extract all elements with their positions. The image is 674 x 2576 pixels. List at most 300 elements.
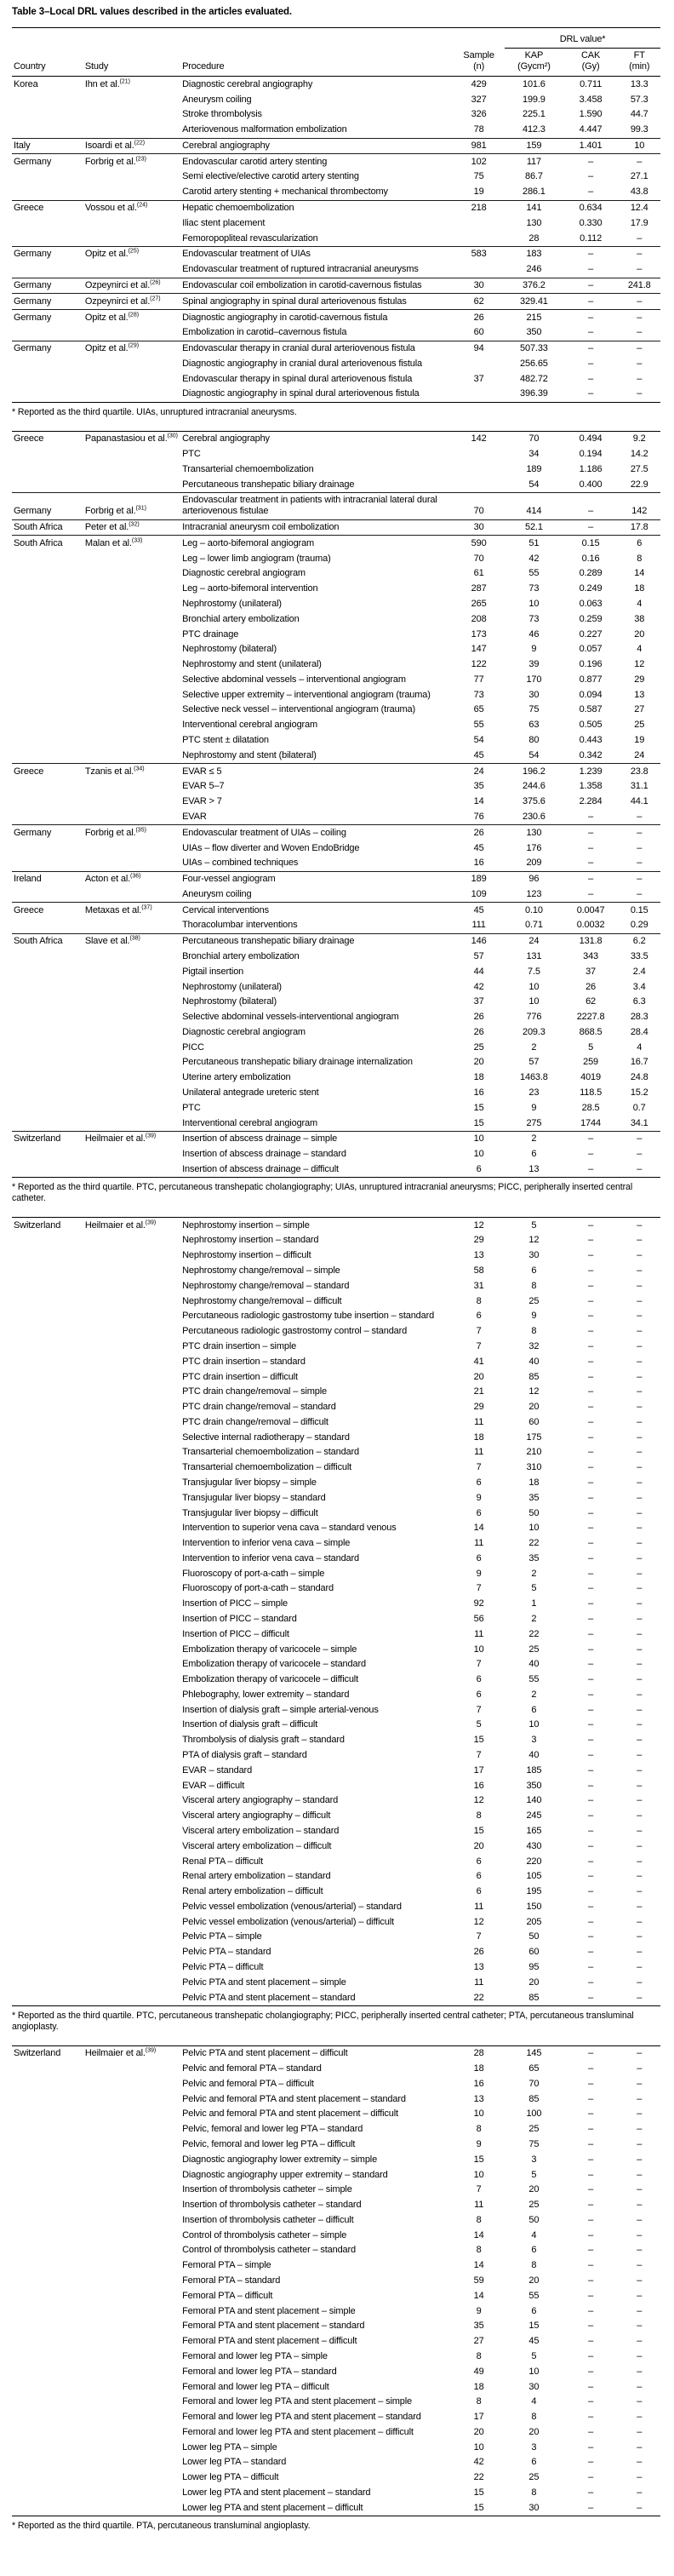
- cak-cell: –: [588, 888, 594, 899]
- study-group: [12, 536, 660, 764]
- study-name: Forbrig et al.: [84, 506, 136, 517]
- ft-cell: 44.1: [630, 796, 648, 807]
- country-cell: [12, 642, 83, 657]
- sample-cell: 189: [471, 874, 487, 885]
- procedure-cell: Diagnostic angiography in cranial dural arteriovenous fistula: [182, 358, 423, 369]
- cak-cell: –: [588, 2139, 594, 2149]
- study-cell: [83, 431, 180, 446]
- cak-cell: –: [588, 2093, 594, 2104]
- ft-cell: 15.2: [630, 1087, 648, 1098]
- cak-cell: 0.0047: [576, 904, 605, 915]
- ft-cell: 2.4: [632, 966, 646, 977]
- ft-cell: –: [637, 2275, 643, 2286]
- country-cell: [12, 2274, 83, 2289]
- ft-cell: –: [637, 327, 643, 338]
- ft-cell: –: [637, 2305, 643, 2316]
- table-row: [12, 1309, 660, 1324]
- study-cell: [83, 1070, 180, 1086]
- kap-cell: 22: [528, 1628, 540, 1639]
- procedure-cell: Diagnostic angiography in carotid-cavernous fistula: [182, 312, 388, 323]
- header-study: Study: [84, 61, 109, 72]
- kap-cell: 40: [528, 1356, 540, 1367]
- cak-cell: –: [588, 874, 594, 885]
- country-cell: [12, 1476, 83, 1491]
- country-cell: [12, 1385, 83, 1400]
- table-row: [12, 764, 660, 779]
- ft-cell: 27.5: [630, 463, 648, 474]
- sample-cell: [453, 387, 505, 402]
- study-reference-number: (26): [150, 279, 161, 286]
- sample-cell: 13: [473, 1250, 484, 1261]
- procedure-cell: Intervention to inferior vena cava – standard: [182, 1552, 359, 1563]
- table-row: [12, 1324, 660, 1340]
- country-cell: South Africa: [14, 522, 63, 533]
- ft-cell: –: [637, 2487, 643, 2498]
- country-cell: [12, 1839, 83, 1854]
- table-row: [12, 2045, 660, 2061]
- country-cell: Greece: [14, 904, 44, 915]
- table-row: [12, 1778, 660, 1793]
- footnote-section: [12, 402, 660, 431]
- country-cell: [12, 718, 83, 733]
- country-cell: Greece: [14, 203, 44, 214]
- procedure-cell: Nephrostomy (unilateral): [182, 599, 282, 609]
- study-cell: [83, 718, 180, 733]
- table-row: [12, 1869, 660, 1885]
- ft-cell: –: [637, 2426, 643, 2437]
- table-title-label: Table 3: [12, 7, 45, 17]
- sample-cell: 265: [471, 599, 487, 609]
- table-row: [12, 2364, 660, 2379]
- study-cell: [83, 1506, 180, 1521]
- sample-cell: 10: [473, 1644, 484, 1655]
- ft-cell: –: [637, 1704, 643, 1715]
- study-cell: [83, 1324, 180, 1340]
- procedure-cell: Femoral PTA – standard: [182, 2275, 281, 2286]
- study-cell: [83, 231, 180, 246]
- cak-cell: 0.505: [579, 720, 603, 731]
- table-row: [12, 673, 660, 688]
- table-row: [12, 325, 660, 341]
- kap-cell: 70: [528, 2078, 540, 2089]
- study-cell: [83, 2213, 180, 2229]
- country-cell: [12, 1490, 83, 1506]
- cak-cell: 1.590: [579, 109, 603, 120]
- study-group: [12, 492, 660, 519]
- kap-cell: 195: [526, 1886, 542, 1897]
- country-cell: [12, 1400, 83, 1415]
- ft-cell: –: [637, 1840, 643, 1851]
- sample-cell: 70: [473, 506, 484, 517]
- sample-cell: 14: [473, 2290, 484, 2301]
- study-name: Ozpeynirci et al.: [84, 295, 151, 307]
- procedure-cell: Pelvic PTA and stent placement – difficult: [182, 2048, 348, 2059]
- study-cell: [83, 918, 180, 933]
- kap-cell: 30: [528, 2381, 540, 2392]
- ft-cell: 13: [634, 689, 645, 700]
- table-row: [12, 1626, 660, 1642]
- ft-cell: –: [637, 1674, 643, 1685]
- country-cell: [12, 107, 83, 123]
- sample-cell: 31: [473, 1280, 484, 1291]
- cak-cell: –: [588, 1992, 594, 2003]
- study-cell: [83, 356, 180, 371]
- ft-cell: –: [637, 1265, 643, 1277]
- sample-cell: 173: [471, 628, 487, 640]
- sample-cell: 78: [473, 124, 484, 135]
- cak-cell: –: [588, 1265, 594, 1277]
- kap-cell: 196.2: [523, 766, 545, 777]
- cak-cell: –: [588, 2063, 594, 2074]
- ft-cell: –: [637, 874, 643, 885]
- cak-cell: –: [588, 2154, 594, 2165]
- sample-cell: 11: [474, 1901, 484, 1912]
- kap-cell: 15: [528, 2321, 540, 2332]
- ft-cell: 6.3: [632, 996, 646, 1007]
- study-cell: [83, 1340, 180, 1355]
- ft-cell: –: [637, 2063, 643, 2074]
- header-country: Country: [14, 61, 46, 72]
- kap-cell: 73: [528, 583, 540, 594]
- ft-cell: –: [637, 858, 643, 869]
- country-cell: Germany: [14, 343, 52, 354]
- country-cell: [12, 1264, 83, 1279]
- study-cell: [83, 1778, 180, 1793]
- table-row: [12, 2152, 660, 2167]
- kap-cell: 20: [528, 2184, 540, 2195]
- kap-cell: 5: [531, 2169, 537, 2180]
- procedure-cell: EVAR – standard: [182, 1764, 253, 1776]
- sample-cell: 49: [473, 2366, 484, 2377]
- procedure-cell: Insertion of thrombolysis catheter – difficult: [182, 2214, 354, 2225]
- kap-cell: 9: [531, 1311, 537, 1322]
- country-cell: [12, 1975, 83, 1990]
- cak-cell: –: [588, 1598, 594, 1609]
- study-cell: [83, 2274, 180, 2289]
- kap-cell: 9: [531, 1102, 537, 1113]
- study-reference-number: (28): [128, 311, 140, 318]
- sample-cell: 6: [476, 1886, 482, 1897]
- sample-cell: [453, 262, 505, 278]
- table-title-text: –Local DRL values described in the articles evaluated.: [44, 7, 293, 17]
- study-name: Metaxas et al.: [84, 904, 142, 915]
- study-cell: [83, 1162, 180, 1178]
- study-reference-number: (21): [119, 78, 130, 85]
- ft-cell: 25: [634, 720, 645, 731]
- cak-cell: 0.227: [579, 628, 603, 640]
- ft-cell: 4: [637, 644, 643, 655]
- header-kap-line1: KAP: [524, 50, 544, 61]
- procedure-cell: Diagnostic angiography lower extremity – simple: [182, 2154, 378, 2165]
- footnote-text: * Reported as the third quartile. PTC, percutaneous transhepatic cholangiography; PICC, peripherally inserted central catheter; PTA, percutaneous transluminal angioplasty.: [12, 2005, 660, 2045]
- header-kap-line2: (Gycm²): [517, 61, 551, 72]
- sample-cell: 92: [473, 1598, 484, 1609]
- sample-cell: 8: [476, 2350, 482, 2361]
- procedure-cell: Arteriovenous malformation embolization: [182, 124, 347, 135]
- ft-cell: –: [637, 1856, 643, 1867]
- table-row: [12, 1445, 660, 1460]
- table-row: [12, 107, 660, 123]
- study-cell: [83, 1975, 180, 1990]
- procedure-cell: Insertion of abscess drainage – simple: [182, 1133, 338, 1145]
- sample-cell: 15: [473, 1102, 484, 1113]
- cak-cell: 0.443: [579, 735, 603, 746]
- table-row: [12, 950, 660, 965]
- procedure-cell: Nephrostomy and stent (bilateral): [182, 749, 317, 760]
- ft-cell: 6: [637, 537, 643, 548]
- ft-cell: 4: [637, 1041, 643, 1053]
- procedure-cell: Femoral PTA – difficult: [182, 2290, 273, 2301]
- table-row: [12, 1854, 660, 1869]
- kap-cell: 75: [528, 704, 540, 715]
- sample-cell: 14: [473, 1523, 484, 1534]
- procedure-cell: Diagnostic cerebral angiogram: [182, 568, 306, 579]
- country-cell: [12, 627, 83, 642]
- cak-cell: 0.15: [581, 537, 600, 548]
- table-row: [12, 1763, 660, 1778]
- country-cell: [12, 733, 83, 749]
- country-cell: Italy: [14, 140, 31, 151]
- table-row: [12, 657, 660, 673]
- study-cell: [83, 673, 180, 688]
- sample-cell: 5: [476, 1719, 482, 1730]
- ft-cell: 23.8: [630, 766, 648, 777]
- cak-cell: 0.16: [581, 553, 600, 564]
- cak-cell: –: [588, 156, 594, 167]
- country-cell: [12, 2319, 83, 2334]
- country-cell: [12, 2152, 83, 2167]
- procedure-cell: Femoral and lower leg PTA and stent placement – simple: [182, 2396, 413, 2407]
- cak-cell: 0.063: [579, 599, 603, 609]
- ft-cell: 28.3: [630, 1012, 648, 1023]
- country-cell: [12, 1869, 83, 1885]
- kap-cell: 13: [528, 1163, 540, 1174]
- procedure-cell: Hepatic chemoembolization: [182, 203, 294, 214]
- table-row: [12, 2288, 660, 2303]
- cak-cell: –: [588, 1402, 594, 1413]
- kap-cell: 375.6: [523, 796, 545, 807]
- table-row: [12, 825, 660, 840]
- study-name: Forbrig et al.: [84, 827, 136, 838]
- sample-cell: 7: [476, 1659, 482, 1670]
- sample-cell: 16: [473, 858, 484, 869]
- ft-cell: 33.5: [630, 950, 648, 961]
- procedure-cell: Unilateral antegrade ureteric stent: [182, 1087, 319, 1098]
- table-row: [12, 1945, 660, 1960]
- kap-cell: 18: [528, 1477, 540, 1488]
- study-cell: [83, 2045, 180, 2061]
- sample-cell: 45: [473, 842, 484, 853]
- sample-cell: 70: [473, 553, 484, 564]
- procedure-cell: Transarterial chemoembolization: [182, 463, 314, 474]
- kap-cell: 220: [526, 1856, 542, 1867]
- country-cell: [12, 566, 83, 582]
- kap-cell: 2: [531, 1689, 537, 1700]
- sample-cell: 61: [473, 568, 484, 579]
- study-cell: [83, 278, 180, 294]
- ft-cell: 241.8: [627, 279, 651, 290]
- study-cell: [83, 1309, 180, 1324]
- sample-cell: 122: [471, 659, 487, 670]
- cak-cell: –: [588, 2350, 594, 2361]
- kap-cell: 8: [531, 1280, 537, 1291]
- country-cell: [12, 2288, 83, 2303]
- country-cell: [12, 2486, 83, 2501]
- kap-cell: 55: [528, 1674, 540, 1685]
- cak-cell: –: [588, 2078, 594, 2089]
- study-cell: [83, 138, 180, 154]
- kap-cell: 60: [528, 1947, 540, 1958]
- ft-cell: –: [637, 2214, 643, 2225]
- sample-cell: 26: [473, 1012, 484, 1023]
- sample-cell: 10: [473, 1133, 484, 1145]
- cak-cell: 1.239: [579, 766, 603, 777]
- study-cell: [83, 1445, 180, 1460]
- ft-cell: –: [637, 1477, 643, 1488]
- study-reference-number: (36): [130, 873, 141, 880]
- sample-cell: 10: [473, 1149, 484, 1160]
- kap-cell: 140: [526, 1795, 542, 1806]
- procedure-cell: Endovascular carotid artery stenting: [182, 156, 328, 167]
- kap-cell: 6: [531, 1704, 537, 1715]
- cak-cell: –: [588, 2048, 594, 2059]
- study-cell: [83, 1702, 180, 1718]
- procedure-cell: Diagnostic angiography in spinal dural arteriovenous fistula: [182, 388, 420, 399]
- cak-cell: –: [588, 1901, 594, 1912]
- sample-cell: 35: [473, 781, 484, 792]
- procedure-cell: Nephrostomy change/removal – standard: [182, 1280, 350, 1291]
- header-spacer: [12, 28, 505, 49]
- sample-cell: 42: [473, 2457, 484, 2468]
- table-row: [12, 2137, 660, 2153]
- study-cell: [83, 1748, 180, 1764]
- table-row: [12, 2470, 660, 2486]
- kap-cell: 25: [528, 1644, 540, 1655]
- ft-cell: 27.1: [630, 171, 648, 182]
- kap-cell: 2: [531, 1133, 537, 1145]
- study-reference-number: (35): [135, 827, 146, 834]
- ft-cell: 43.8: [630, 186, 648, 198]
- table-row: [12, 1218, 660, 1233]
- sample-cell: 13: [473, 2093, 484, 2104]
- cak-cell: –: [588, 1659, 594, 1670]
- kap-cell: 131: [526, 950, 542, 961]
- kap-cell: 199.9: [523, 94, 545, 105]
- ft-cell: –: [637, 2457, 643, 2468]
- study-cell: [83, 1414, 180, 1430]
- study-name: Slave et al.: [84, 936, 130, 947]
- table-row: [12, 2455, 660, 2470]
- table-row: [12, 2243, 660, 2258]
- procedure-cell: Femoral and lower leg PTA and stent placement – difficult: [182, 2426, 414, 2437]
- kap-cell: 55: [528, 568, 540, 579]
- procedure-cell: Endovascular therapy in spinal dural arteriovenous fistula: [182, 373, 413, 384]
- table-row: [12, 748, 660, 763]
- study-cell: [83, 2258, 180, 2274]
- ft-cell: 17.9: [630, 217, 648, 228]
- study-cell: [83, 536, 180, 551]
- table-row: [12, 2395, 660, 2410]
- ft-cell: 28.4: [630, 1026, 648, 1037]
- cak-cell: 343: [583, 950, 599, 961]
- sample-cell: 60: [473, 327, 484, 338]
- cak-cell: –: [588, 327, 594, 338]
- procedure-cell: Pelvic PTA – standard: [182, 1947, 271, 1958]
- sample-cell: 65: [473, 704, 484, 715]
- kap-cell: 0.71: [524, 920, 543, 931]
- ft-cell: –: [637, 2321, 643, 2332]
- table-row: [12, 856, 660, 871]
- table-row: [12, 2334, 660, 2349]
- country-cell: [12, 582, 83, 597]
- study-group: [12, 294, 660, 310]
- sample-cell: 327: [471, 94, 487, 105]
- sample-cell: 41: [473, 1356, 484, 1367]
- study-cell: [83, 2288, 180, 2303]
- procedure-cell: Endovascular treatment of ruptured intracranial aneurysms: [182, 264, 419, 275]
- study-reference-number: (31): [135, 505, 146, 512]
- ft-cell: 99.3: [630, 124, 648, 135]
- country-cell: [12, 918, 83, 933]
- ft-cell: –: [637, 1568, 643, 1579]
- study-cell: [83, 764, 180, 779]
- kap-cell: 10: [528, 981, 540, 992]
- ft-cell: –: [637, 388, 643, 399]
- kap-cell: 50: [528, 1507, 540, 1518]
- procedure-cell: Intervention to superior vena cava – standard venous: [182, 1523, 397, 1534]
- study-cell: [83, 2500, 180, 2516]
- procedure-cell: Carotid artery stenting + mechanical thrombectomy: [182, 186, 388, 198]
- kap-cell: 1: [531, 1598, 537, 1609]
- ft-cell: –: [637, 1764, 643, 1776]
- sample-cell: 9: [476, 2305, 482, 2316]
- ft-cell: –: [637, 2078, 643, 2089]
- country-cell: [12, 1854, 83, 1869]
- table-row: [12, 1010, 660, 1025]
- ft-cell: –: [637, 1795, 643, 1806]
- country-cell: [12, 673, 83, 688]
- study-cell: [83, 748, 180, 763]
- procedure-cell: Insertion of thrombolysis catheter – standard: [182, 2200, 362, 2211]
- country-cell: [12, 169, 83, 185]
- procedure-cell: Bronchial artery embolization: [182, 613, 300, 624]
- procedure-cell: PTC: [182, 448, 201, 459]
- cak-cell: –: [588, 1810, 594, 1822]
- sample-cell: 45: [473, 904, 484, 915]
- ft-cell: –: [637, 2108, 643, 2120]
- kap-cell: 350: [526, 1780, 542, 1791]
- sample-cell: 75: [473, 171, 484, 182]
- procedure-cell: PTC drain change/removal – simple: [182, 1386, 328, 1397]
- ft-cell: –: [637, 156, 643, 167]
- kap-cell: 46: [528, 628, 540, 640]
- study-group: [12, 278, 660, 294]
- procedure-cell: Insertion of PICC – simple: [182, 1598, 288, 1609]
- table-row: [12, 2228, 660, 2243]
- study-cell: [83, 687, 180, 703]
- ft-cell: –: [637, 1538, 643, 1549]
- country-cell: [12, 356, 83, 371]
- ft-cell: –: [637, 1340, 643, 1351]
- procedure-cell: Cerebral angiography: [182, 433, 270, 445]
- cak-cell: 4019: [580, 1072, 601, 1083]
- procedure-cell: Femoral and lower leg PTA – simple: [182, 2350, 328, 2361]
- ft-cell: –: [637, 2350, 643, 2361]
- ft-cell: 27: [634, 704, 645, 715]
- table-row: [12, 703, 660, 718]
- procedure-cell: Intracranial aneurysm coil embolization: [182, 522, 340, 533]
- footnote-row: [12, 2516, 660, 2545]
